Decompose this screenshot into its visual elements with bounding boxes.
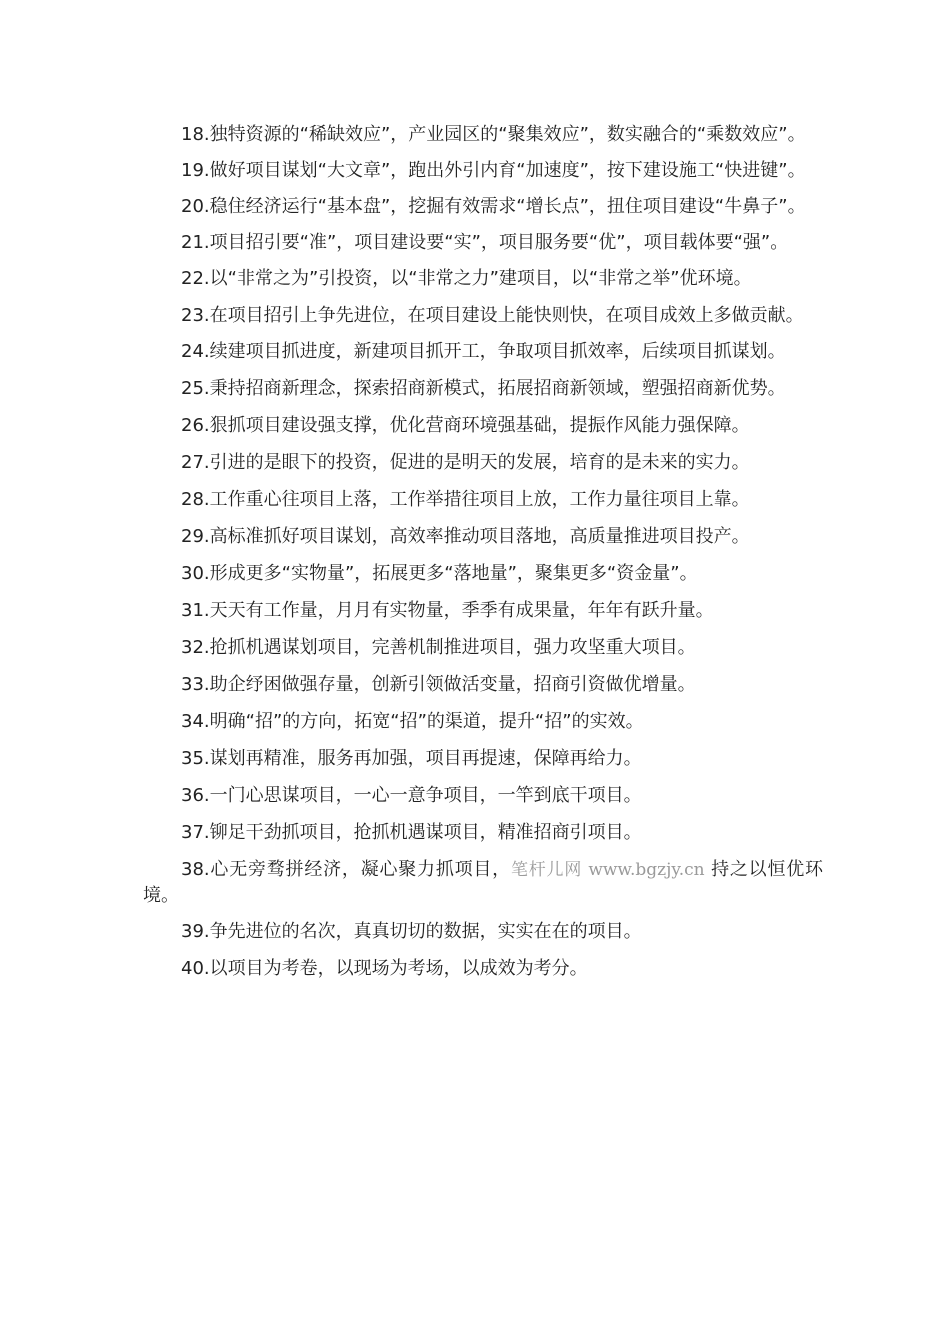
paragraph-28: 28.工作重心往项目上落，工作举措往项目上放，工作力量往项目上靠。 [181,489,750,510]
paragraph-21: 21.项目招引要“准”，项目建设要“实”，项目服务要“优”，项目载体要“强”。 [181,232,789,253]
paragraph-23: 23.在项目招引上争先进位，在项目建设上能快则快，在项目成效上多做贡献。 [181,305,804,326]
document-body [143,122,823,993]
paragraph-39: 39.争先进位的名次，真真切切的数据，实实在在的项目。 [181,921,642,942]
watermark-text: 笔杆儿网 www.bgzjy.cn [510,860,705,880]
paragraph-30: 30.形成更多“实物量”，拓展更多“落地量”，聚集更多“资金量”。 [181,563,698,584]
paragraph-33: 33.助企纾困做强存量，创新引领做活变量，招商引资做优增量。 [181,674,696,695]
paragraph-27: 27.引进的是眼下的投资，促进的是明天的发展，培育的是未来的实力。 [181,452,750,473]
paragraph-37: 37.铆足干劲抓项目，抢抓机遇谋项目，精准招商引项目。 [181,822,642,843]
paragraph-24: 24.续建项目抓进度，新建项目抓开工，争取项目抓效率，后续项目抓谋划。 [181,341,786,362]
paragraph-25: 25.秉持招商新理念，探索招商新模式，拓展招商新领域，塑强招商新优势。 [181,378,786,399]
paragraph-18: 18.独特资源的“稀缺效应”，产业园区的“聚集效应”，数实融合的“乘数效应”。 [181,124,806,145]
paragraph-29: 29.高标准抓好项目谋划，高效率推动项目落地，高质量推进项目投产。 [181,526,750,547]
paragraph-40: 40.以项目为考卷，以现场为考场，以成效为考分。 [181,958,588,979]
paragraph-26: 26.狠抓项目建设强支撑，优化营商环境强基础，提振作风能力强保障。 [181,415,750,436]
paragraph-36: 36.一门心思谋项目，一心一意争项目，一竿到底干项目。 [181,785,642,806]
paragraph-35: 35.谋划再精准，服务再加强，项目再提速，保障再给力。 [181,748,642,769]
paragraph-20: 20.稳住经济运行“基本盘”，挖掘有效需求“增长点”，扭住项目建设“牛鼻子”。 [181,196,806,217]
paragraph-38-text-after: 持之以恒优环境。 [143,859,824,906]
paragraph-38-text-before: 38.心无旁骛拼经济，凝心聚力抓项目， [181,859,511,880]
paragraph-22: 22.以“非常之为”引投资，以“非常之力”建项目，以“非常之举”优环境。 [181,268,752,289]
paragraph-31: 31.天天有工作量，月月有实物量，季季有成果量，年年有跃升量。 [181,600,714,621]
paragraph-19: 19.做好项目谋划“大文章”，跑出外引内育“加速度”，按下建设施工“快进键”。 [181,160,806,181]
paragraph-38 [143,857,823,908]
paragraph-32: 32.抢抓机遇谋划项目，完善机制推进项目，强力攻坚重大项目。 [181,637,696,658]
paragraph-34: 34.明确“招”的方向，拓宽“招”的渠道，提升“招”的实效。 [181,711,644,732]
